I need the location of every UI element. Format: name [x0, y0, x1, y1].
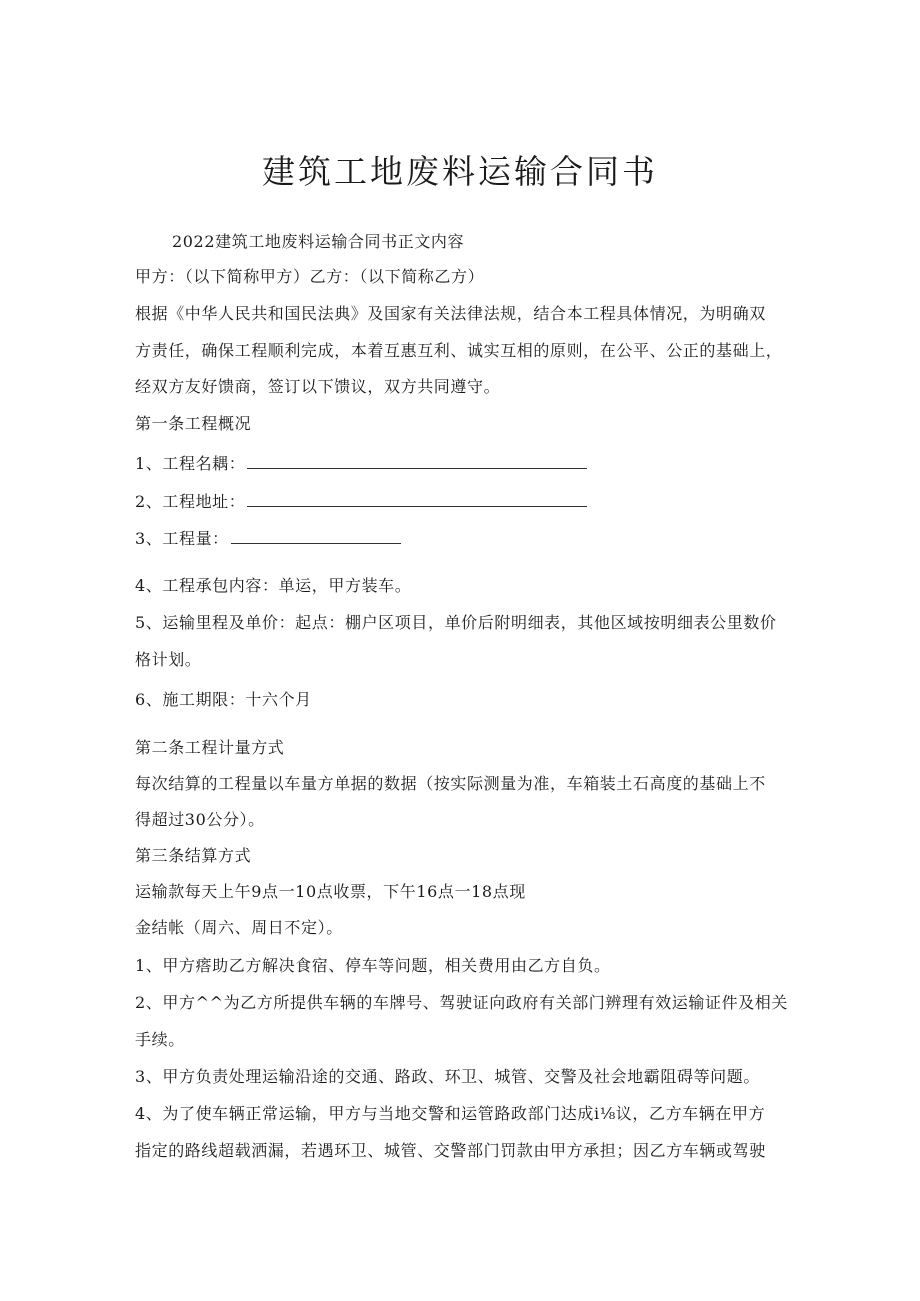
- clause-4-line-2: 指定的路线超载洒漏，若遇环卫、城管、交警部门罚款由甲方承担；因乙方车辆或驾驶: [135, 1141, 766, 1160]
- project-quantity-blank[interactable]: [231, 529, 401, 544]
- project-address-label: 2、工程地址：: [135, 492, 246, 511]
- document-title: 建筑工地废料运输合同书: [262, 152, 658, 191]
- preamble-line-2: 方责任，确保工程顺利完成，本着互惠互利、诚实互相的原则，在公平、公正的基础上，: [135, 341, 783, 360]
- preamble-line-3: 经双方友好馈商，签订以下馈议，双方共同遵守。: [135, 377, 501, 396]
- clause-2-line-1: 2、甲方^^为乙方所提供车辆的车牌号、驾驶证向政府有关部门辨理有效运输证件及相关: [135, 993, 788, 1012]
- article-3-heading: 第三条结算方式: [135, 846, 252, 865]
- project-name-row: [135, 454, 587, 474]
- project-quantity-label: 3、工程量：: [135, 529, 229, 548]
- clause-2-line-2: 手续。: [135, 1030, 185, 1049]
- measurement-line-2: 得超过30公分）。: [135, 810, 265, 829]
- intro-line: 2022建筑工地废料运输合同书正文内容: [172, 232, 465, 251]
- article-1-heading: 第一条工程概况: [135, 414, 252, 433]
- project-name-blank[interactable]: [247, 454, 587, 469]
- contract-scope-line: 4、工程承包内容：单运，甲方装车。: [135, 576, 412, 595]
- period-line: 6、施工期限：十六个月: [135, 690, 312, 709]
- article-2-heading: 第二条工程计量方式: [135, 738, 285, 757]
- parties-line: 甲方：（以下简称甲方）乙方：（以下简称乙方）: [135, 267, 485, 286]
- clause-4-line-1: 4、为了使车辆正常运输，甲方与当地交警和运管路政部门达成i⅛议，乙方车辆在甲方: [135, 1104, 766, 1123]
- project-address-blank[interactable]: [247, 492, 587, 507]
- clause-1-line: 1、甲方瘩助乙方解决食宿、停车等问题，相关费用由乙方自负。: [135, 956, 611, 975]
- project-quantity-row: [135, 529, 401, 549]
- project-address-row: [135, 492, 587, 512]
- project-name-label: 1、工程名耦：: [135, 454, 246, 473]
- clause-3-line: 3、甲方负责处理运输沿途的交通、路政、环卫、城管、交警及社会地霸阻碍等问题。: [135, 1067, 760, 1086]
- measurement-line-1: 每次结算的工程量以车量方单据的数据（按实际测量为准，车箱装土石高度的基础上不: [135, 774, 766, 793]
- settlement-line-2: 金结帐（周六、周日不定）。: [135, 918, 343, 937]
- mileage-line-1: 5、运输里程及单价：起点：棚户区项目，单价后附明细表，其他区域按明细表公里数价: [135, 613, 777, 632]
- mileage-line-2: 格计划。: [135, 650, 202, 669]
- settlement-line-1: 运输款每天上午9点一10点收票，下午16点一18点现: [135, 882, 526, 901]
- preamble-line-1: 根据《中华人民共和国民法典》及国家有关法律法规，结合本工程具体情况，为明确双: [135, 304, 766, 323]
